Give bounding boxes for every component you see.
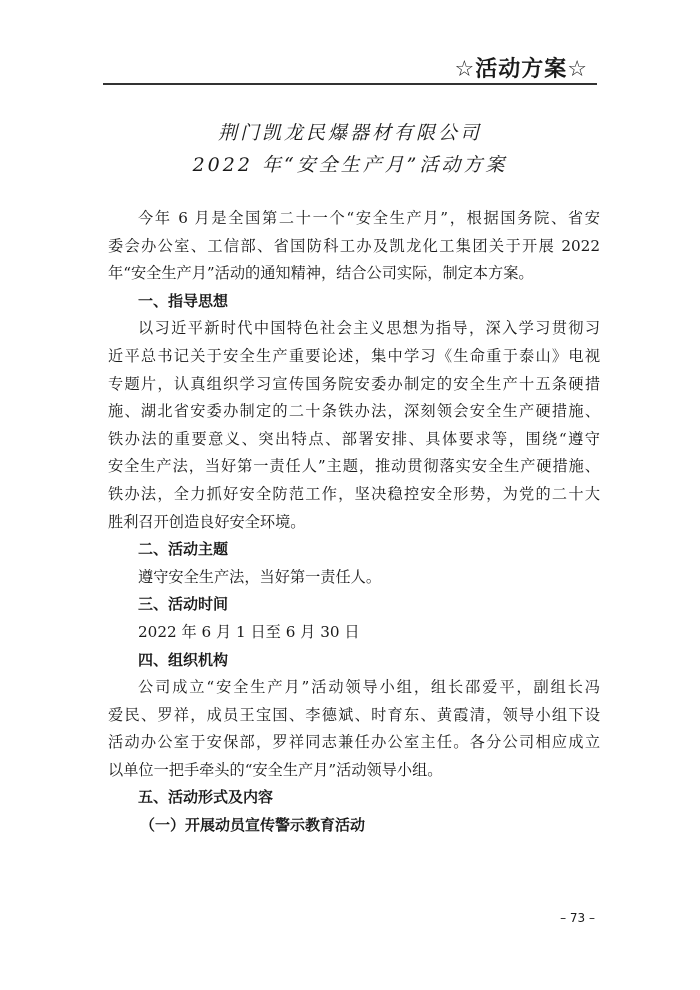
document-body <box>108 205 600 840</box>
paragraph-line: 铁办法的重要意义、突出特点、部署安排、具体要求等，围绕“遵守 <box>108 429 600 448</box>
company-name: 荆门凯龙民爆器材有限公司 <box>217 122 482 144</box>
section-heading-activity-time: 三、活动时间 <box>138 595 229 614</box>
activity-time-text: 2022 年 6 月 1 日至 6 月 30 日 <box>138 622 360 641</box>
paragraph-line: 近平总书记关于安全生产重要论述，集中学习《生命重于泰山》电视 <box>108 346 600 365</box>
guiding-ideology-paragraph <box>108 315 600 536</box>
activity-theme-text: 遵守安全生产法，当好第一责任人。 <box>138 567 381 586</box>
paragraph-line: 以单位一把手牵头的“安全生产月”活动领导小组。 <box>108 760 443 779</box>
paragraph-line: 年“安全生产月”活动的通知精神，结合公司实际，制定本方案。 <box>108 264 534 283</box>
header-divider <box>103 83 597 85</box>
paragraph-line: 施、湖北省安委办制定的二十条铁办法，深刻领会安全生产硬措施、 <box>108 402 600 421</box>
organization-paragraph <box>108 674 600 784</box>
paragraph-line: 委会办公室、工信部、省国防科工办及凯龙化工集团关于开展 2022 <box>108 236 600 255</box>
paragraph-line: 专题片，认真组织学习宣传国务院安委办制定的安全生产十五条硬措 <box>108 374 600 393</box>
subsection-heading-mobilization: （一）开展动员宣传警示教育活动 <box>140 816 366 835</box>
paragraph-line: 胜利召开创造良好安全环境。 <box>108 512 306 531</box>
paragraph-line: 安全生产法，当好第一责任人”主题，推动贯彻落实安全生产硬措施、 <box>108 457 600 476</box>
intro-paragraph <box>108 205 600 288</box>
document-title: 2022 年“安全生产月”活动方案 <box>192 154 508 176</box>
section-heading-activity-content: 五、活动形式及内容 <box>138 788 274 807</box>
paragraph-line: 铁办法，全力抓好安全防范工作，坚决稳控安全形势，为党的二十大 <box>108 484 600 503</box>
header-title: ☆活动方案☆ <box>454 57 588 82</box>
section-heading-organization: 四、组织机构 <box>138 650 229 669</box>
paragraph-line: 爱民、罗祥，成员王宝国、李德斌、时育东、黄霞清，领导小组下设 <box>108 705 600 724</box>
section-heading-activity-theme: 二、活动主题 <box>138 540 229 559</box>
paragraph-line: 公司成立“安全生产月”活动领导小组，组长邵爱平，副组长冯 <box>138 678 600 697</box>
paragraph-line: 活动办公室于安保部，罗祥同志兼任办公室主任。各分公司相应成立 <box>108 733 600 752</box>
section-heading-guiding-ideology: 一、指导思想 <box>138 291 229 310</box>
paragraph-line: 今年 6 月是全国第二十一个“安全生产月”，根据国务院、省安 <box>138 209 600 227</box>
paragraph-line: 以习近平新时代中国特色社会主义思想为指导，深入学习贯彻习 <box>138 319 600 338</box>
page-number: – 73 – <box>560 911 595 925</box>
